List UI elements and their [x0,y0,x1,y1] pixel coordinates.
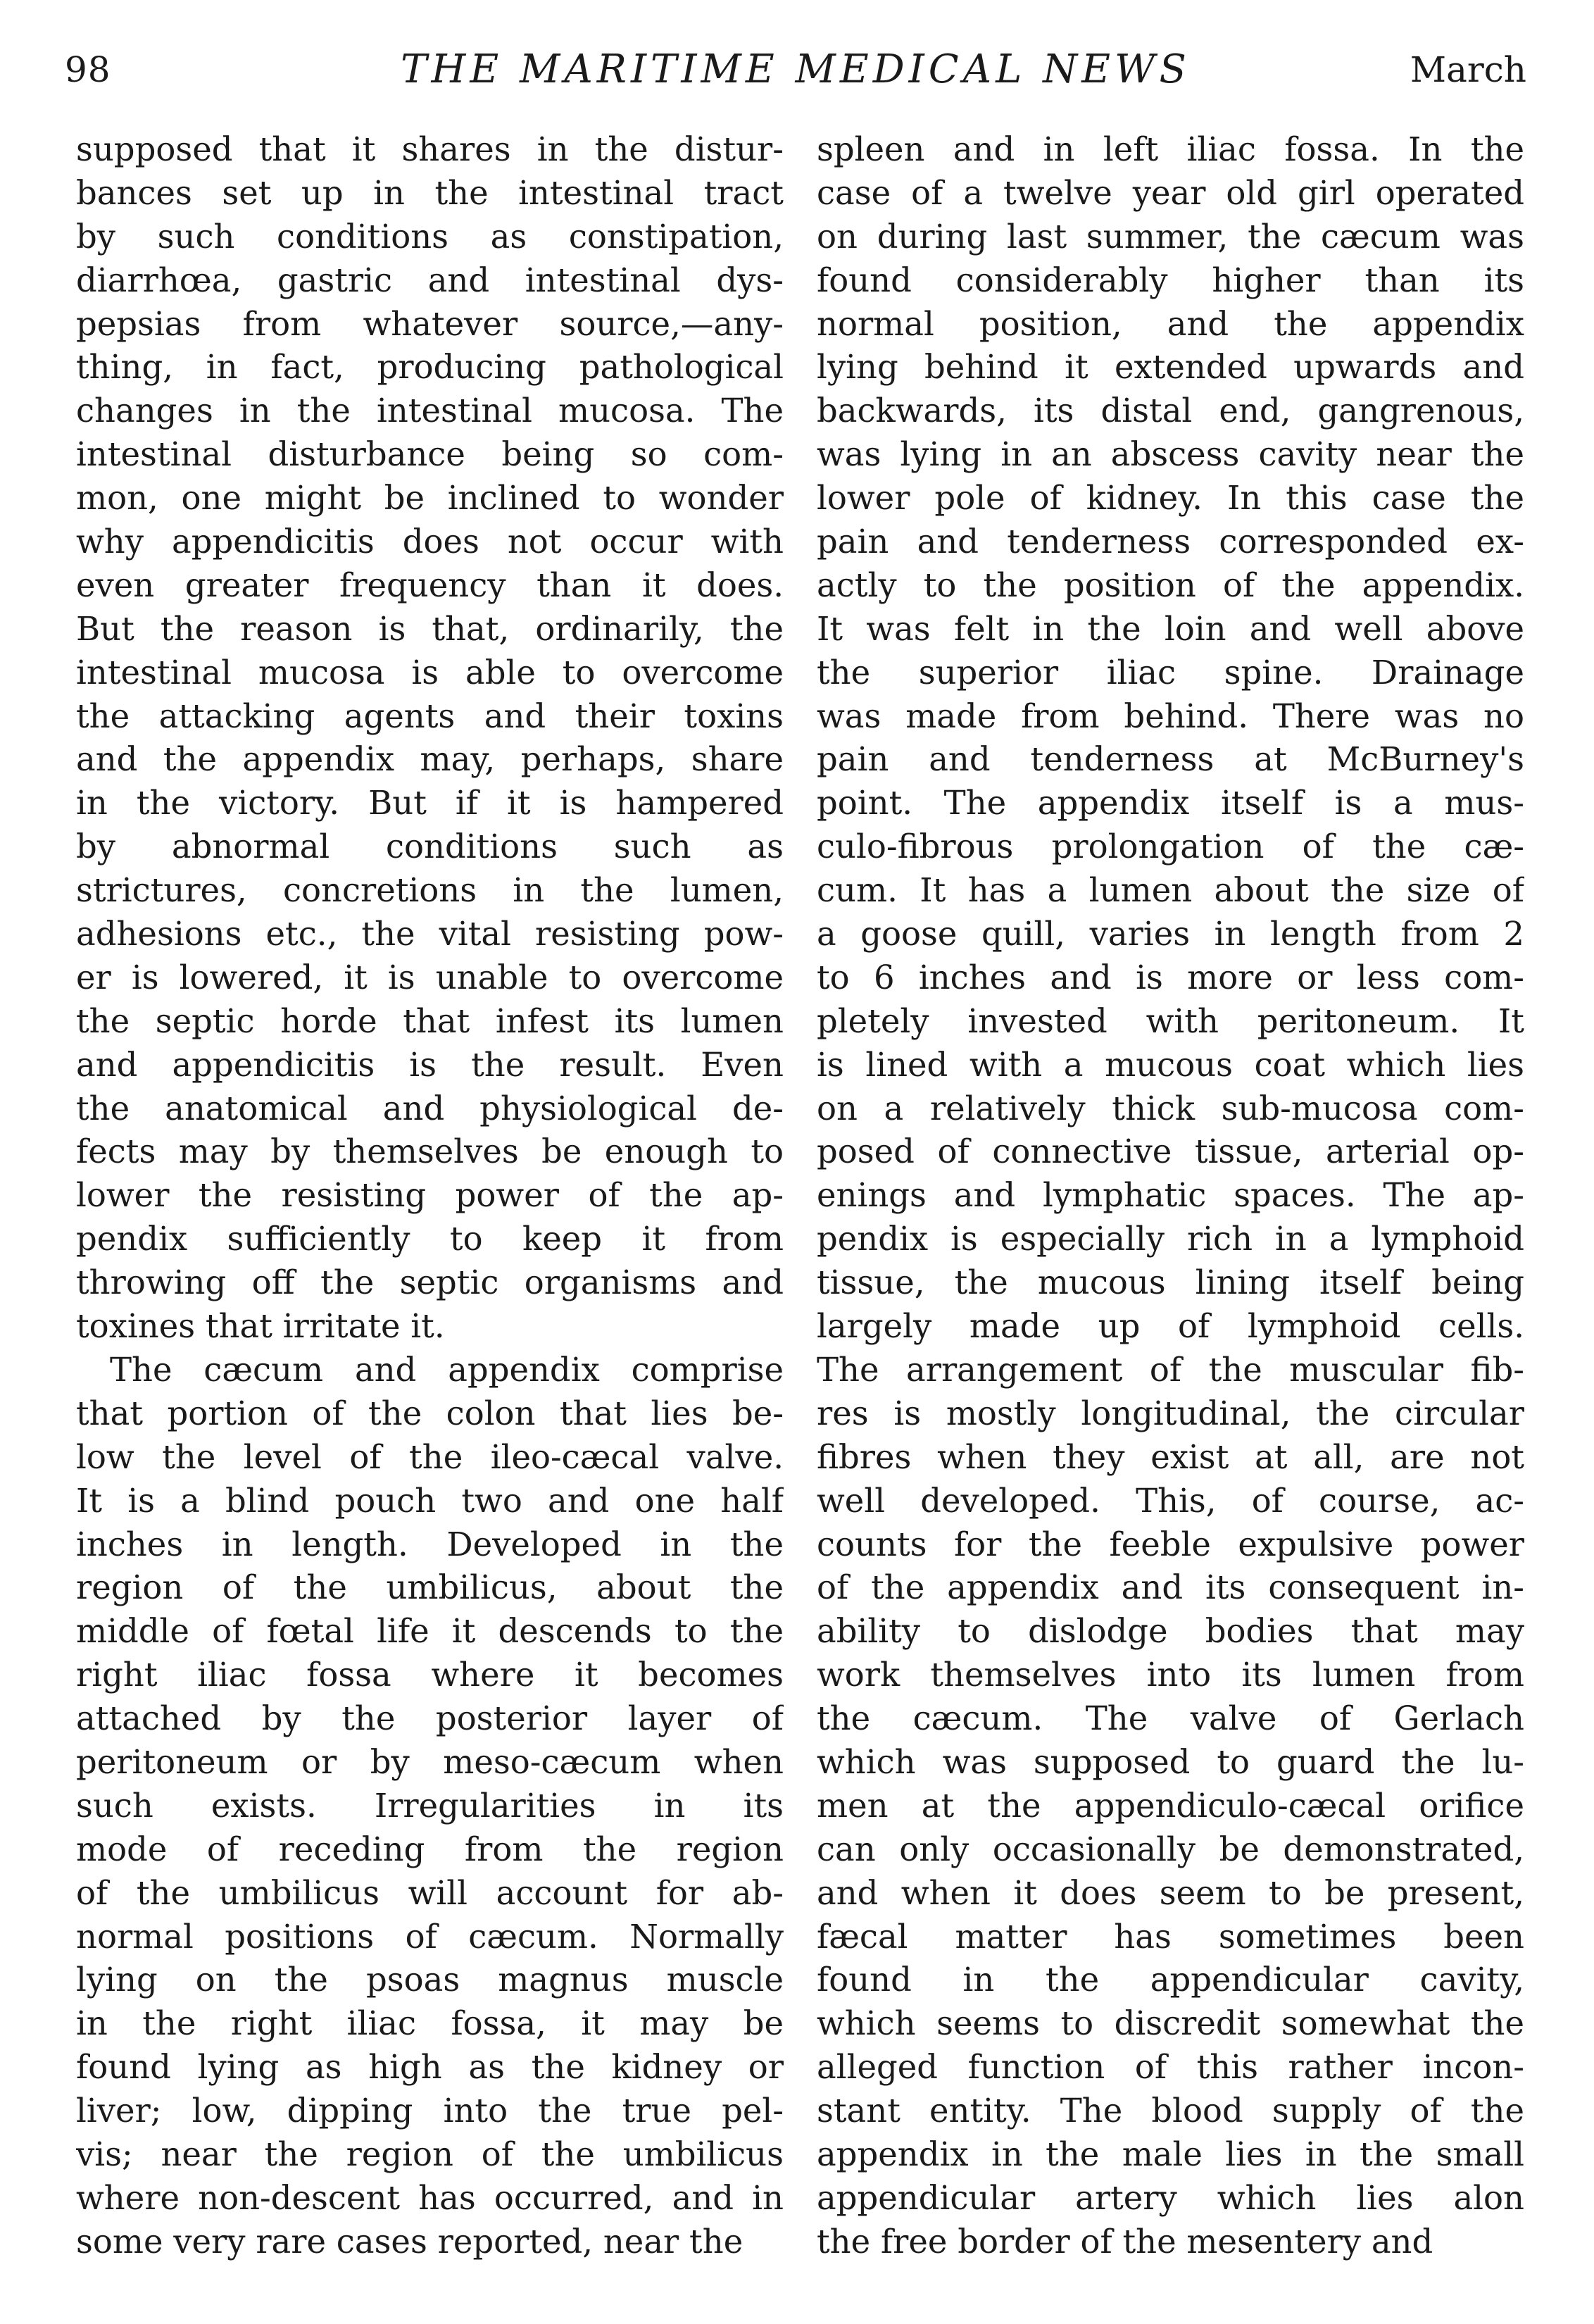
right-column-line: fibres when they exist at all, are not [817,1437,1524,1476]
left-column-line: The cæcum and appendix comprise [110,1350,784,1389]
right-column-line: alleged function of this rather incon- [817,2048,1524,2087]
right-column-line: well developed. This, of course, ac- [817,1481,1524,1520]
journal-title: THE MARITIME MEDICAL NEWS [401,46,1191,92]
left-column-line: adhesions etc., the vital resisting pow- [76,915,784,954]
right-column-line: The arrangement of the muscular fib- [817,1350,1524,1389]
left-column-line: and the appendix may, perhaps, share [76,740,784,779]
page-number: 98 [65,49,111,90]
issue-month: March [1410,49,1526,90]
left-column-line: and appendicitis is the result. Even [76,1045,784,1084]
left-column-line: the attacking agents and their toxins [76,696,784,735]
right-column-line: backwards, its distal end, gangrenous, [817,392,1524,430]
left-column-line: er is lowered, it is unable to overcome [76,958,784,997]
left-column-line: right iliac fossa where it becomes [76,1656,784,1694]
left-column [76,128,784,2276]
left-column-line: liver; low, dipping into the true pel- [76,2092,784,2130]
left-column-line: pepsias from whatever source,—any- [76,304,784,343]
right-column-line: counts for the feeble expulsive power [817,1525,1524,1563]
left-column-line: the anatomical and physiological de- [76,1089,784,1127]
right-column-line: which was supposed to guard the lu- [817,1742,1524,1781]
left-column-line: vis; near the region of the umbilicus [76,2135,784,2173]
page-header [65,42,1526,106]
left-column-line: in the victory. But if it is hampered [76,784,784,823]
right-column-line: enings and lymphatic spaces. The ap- [817,1176,1524,1215]
left-column-line: low the level of the ileo-cæcal valve. [76,1437,784,1476]
left-column-line: even greater frequency than it does. [76,566,784,604]
left-column-line: pendix sufficiently to keep it from [76,1220,784,1258]
right-column-line: and when it does seem to be present, [817,1873,1524,1912]
left-column-line: by abnormal conditions such as [76,827,784,866]
right-column-line: the cæcum. The valve of Gerlach [817,1699,1524,1738]
right-column-line: lying behind it extended upwards and [817,348,1524,387]
right-column-line: a goose quill, varies in length from 2 [817,915,1524,954]
left-column-line: thing, in fact, producing pathological [76,348,784,387]
left-column-line: changes in the intestinal mucosa. The [76,392,784,430]
left-column-line: found lying as high as the kidney or [76,2048,784,2087]
left-column-line: such exists. Irregularities in its [76,1786,784,1825]
right-column-line: ability to dislodge bodies that may [817,1612,1524,1651]
left-column-line: region of the umbilicus, about the [76,1568,784,1607]
right-column-line: res is mostly longitudinal, the circular [817,1394,1524,1432]
right-column-line: men at the appendiculo-cæcal orifice [817,1786,1524,1825]
right-column-line: the free border of the mesentery and [817,2222,1433,2261]
right-column-line: to 6 inches and is more or less com- [817,958,1524,997]
right-column-line: appendicular artery which lies alon [817,2178,1524,2217]
right-column-line: largely made up of lymphoid cells. [817,1307,1524,1346]
left-column-line: that portion of the colon that lies be- [76,1394,784,1432]
left-column-line: inches in length. Developed in the [76,1525,784,1563]
right-column-line: which seems to discredit somewhat the [817,2004,1524,2043]
right-column-line: is lined with a mucous coat which lies [817,1045,1524,1084]
right-column-line: case of a twelve year old girl operated [817,173,1524,212]
left-column-line: lower the resisting power of the ap- [76,1176,784,1215]
right-column-line: fæcal matter has sometimes been [817,1917,1524,1956]
right-column-line: found in the appendicular cavity, [817,1961,1524,1999]
left-column-line: mode of receding from the region [76,1830,784,1868]
right-column-line: spleen and in left iliac fossa. In the [817,130,1524,168]
right-column-line: on a relatively thick sub-mucosa com- [817,1089,1524,1127]
left-column-line: in the right iliac fossa, it may be [76,2004,784,2043]
right-column-line: on during last summer, the cæcum was [817,217,1524,256]
right-column-line: pain and tenderness corresponded ex- [817,523,1524,561]
right-column-line: posed of connective tissue, arterial op- [817,1132,1524,1171]
left-column-line: normal positions of cæcum. Normally [76,1917,784,1956]
right-column-line: pletely invested with peritoneum. It [817,1001,1524,1040]
right-column-line: It was felt in the loin and well above [817,609,1524,648]
left-column-line: strictures, concretions in the lumen, [76,871,784,910]
left-column-line: peritoneum or by meso-cæcum when [76,1742,784,1781]
right-column-line: actly to the position of the appendix. [817,566,1524,604]
left-column-line: supposed that it shares in the distur- [76,130,784,168]
right-column-line: pain and tenderness at McBurney's [817,740,1524,779]
left-column-line: some very rare cases reported, near the [76,2222,743,2261]
right-column [817,128,1524,2276]
left-column-line: throwing off the septic organisms and [76,1263,784,1302]
right-column-line: cum. It has a lumen about the size of [817,871,1524,910]
left-column-line: It is a blind pouch two and one half [76,1481,784,1520]
right-column-line: point. The appendix itself is a mus- [817,784,1524,823]
left-column-line: lying on the psoas magnus muscle [76,1961,784,1999]
right-column-line: normal position, and the appendix [817,304,1524,343]
left-column-line: attached by the posterior layer of [76,1699,784,1738]
left-column-line: middle of fœtal life it descends to the [76,1612,784,1651]
right-column-line: found considerably higher than its [817,261,1524,299]
left-column-line: But the reason is that, ordinarily, the [76,609,784,648]
right-column-line: pendix is especially rich in a lymphoid [817,1220,1524,1258]
right-column-line: stant entity. The blood supply of the [817,2092,1524,2130]
right-column-line: appendix in the male lies in the small [817,2135,1524,2173]
right-column-line: culo-fibrous prolongation of the cæ- [817,827,1524,866]
left-column-line: diarrhœa, gastric and intestinal dys- [76,261,784,299]
left-column-line: intestinal mucosa is able to overcome [76,653,784,692]
right-column-line: can only occasionally be demonstrated, [817,1830,1524,1868]
right-column-line: work themselves into its lumen from [817,1656,1524,1694]
right-column-line: was lying in an abscess cavity near the [817,435,1524,474]
right-column-line: the superior iliac spine. Drainage [817,653,1524,692]
left-column-line: bances set up in the intestinal tract [76,173,784,212]
left-column-line: where non-descent has occurred, and in [76,2178,784,2217]
left-column-line: mon, one might be inclined to wonder [76,479,784,518]
left-column-line: toxines that irritate it. [76,1307,445,1346]
left-column-line: intestinal disturbance being so com- [76,435,784,474]
left-column-line: by such conditions as constipation, [76,217,784,256]
right-column-line: lower pole of kidney. In this case the [817,479,1524,518]
right-column-line: of the appendix and its consequent in- [817,1568,1524,1607]
left-column-line: fects may by themselves be enough to [76,1132,784,1171]
right-column-line: tissue, the mucous lining itself being [817,1263,1524,1302]
right-column-line: was made from behind. There was no [817,696,1524,735]
left-column-line: the septic horde that infest its lumen [76,1001,784,1040]
left-column-line: of the umbilicus will account for ab- [76,1873,784,1912]
left-column-line: why appendicitis does not occur with [76,523,784,561]
